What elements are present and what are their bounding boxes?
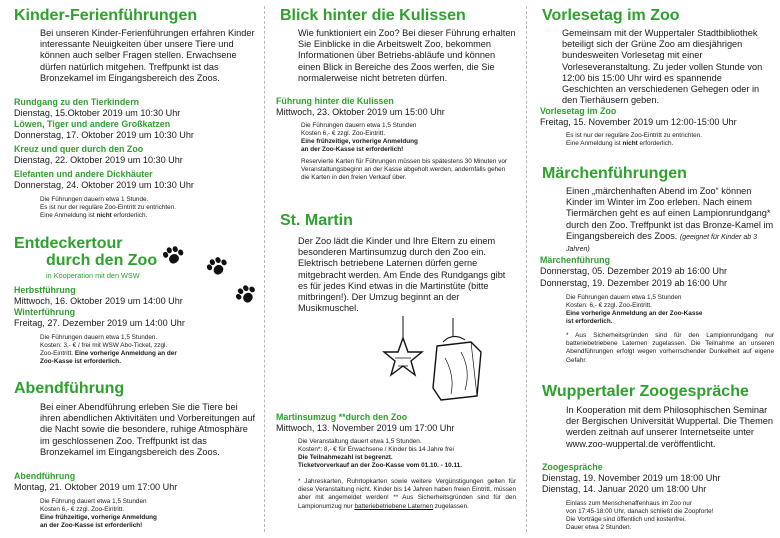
- martin-note: Die Veranstaltung dauert etwa 1,5 Stunden.: [298, 438, 422, 445]
- vorlesetag-intro: Gemeinsam mit der Wuppertaler Stadtbibliothek beteiligt sich der Grüne Zoo am diesjährigen bundesweiten Vorlesetag mit einer Vorleseveranstaltung. Zu jeder vollen Stunde von 12:00 bis 15:00 Uhr wird es spannende Geschichten an verschiedenen Gehegen oder in den Tierhäusern geben.: [562, 28, 763, 106]
- event-name: Elefanten und andere Dickhäuter: [14, 169, 153, 179]
- event-name: Kreuz und quer durch den Zoo: [14, 144, 144, 154]
- kinder-note: Eine Anmeldung ist nicht erforderlich.: [40, 212, 148, 219]
- maerchen-intro: Einen „märchenhaften Abend im Zoo“ können Kinder im Winter im Zoo erleben. Nach einem Tiermärchen geht es auf einen Lampionrundgang* durch den Zoo. Treffpunkt ist das Bronze-Kamel im Eingangsbereich des Zoos. (geeignet für Kinder ab 3 Jahren): [566, 186, 774, 254]
- event-name: Abendführung: [14, 471, 76, 481]
- event-date: Donnerstag, 24. Oktober 2019 um 10:30 Uhr: [14, 180, 194, 190]
- martin-note: Kosten*: 8,- € für Erwachsene / Kinder bis 14 Jahre frei: [298, 446, 454, 453]
- column-middle: [264, 0, 526, 538]
- event-name: Zoogespräche: [542, 462, 603, 472]
- zoogespraeche-intro: In Kooperation mit dem Philosophischen Seminar der Bergischen Universität Wuppertal. Die Themen werden zeitnah auf unserer Internetseite unter www.zoo-wuppertal.de veröffentlicht.: [566, 405, 773, 449]
- kulissen-note: Eine frühzeitige, vorherige Anmeldung: [301, 138, 418, 145]
- section-title-vorlesetag: Vorlesetag im Zoo: [542, 7, 680, 24]
- kulissen-note: Kosten 6,- € zzgl. Zoo-Eintritt.: [301, 130, 386, 137]
- event-name: Vorlesetag im Zoo: [540, 106, 617, 116]
- abend-note: Die Führung dauert etwa 1,5 Stunden: [40, 498, 147, 505]
- vorlesetag-note: Es ist nur der reguläre Zoo-Eintritt zu entrichten.: [566, 132, 703, 139]
- abend-intro: Bei einer Abendführung erleben Sie die Tiere bei ihren abendlichen Aktivitäten und Vorbereitungen auf die Nacht sowie die besondere, ruhige Atmosphäre im geschlossenen Zoo. Treffpunkt ist das Bronzekamel im Eingangsbereich des Zoos.: [40, 402, 256, 457]
- abend-note: Eine frühzeitige, vorherige Anmeldung: [40, 514, 157, 521]
- zoogespraeche-note: Die Vorträge sind öffentlich und kostenfrei.: [566, 516, 686, 523]
- maerchen-note: ist erforderlich.: [566, 318, 613, 325]
- maerchen-fineprint: * Aus Sicherheitsgründen sind für den Lampionrundgang nur batteriebetriebene Laternen zugelassen. Die Teilnahme an unseren Abendführungen erfolgt wegen vorherrschender Dunkelheit auf eigene Gefahr.: [566, 332, 774, 364]
- event-name: Winterführung: [14, 307, 76, 317]
- event-date: Montag, 21. Oktober 2019 um 17:00 Uhr: [14, 482, 178, 492]
- column-right: [526, 0, 780, 538]
- kulissen-note: an der Zoo-Kasse ist erforderlich!: [301, 146, 404, 153]
- entdecker-note: Kosten: 3,- € / frei mit WSW Abo-Ticket, zzgl.: [40, 342, 168, 349]
- event-date: Dienstag, 15.Oktober 2019 um 10:30 Uhr: [14, 108, 181, 118]
- event-date: Freitag, 27. Dezember 2019 um 14:00 Uhr: [14, 318, 185, 328]
- section-title-martin: St. Martin: [280, 212, 353, 229]
- paw-print-icon: [232, 280, 262, 309]
- event-date: Mittwoch, 13. November 2019 um 17:00 Uhr: [276, 423, 455, 433]
- martin-note: Ticketvorverkauf an der Zoo-Kasse vom 01.10. - 10.11.: [298, 462, 462, 469]
- kinder-note: Es ist nur der reguläre Zoo-Eintritt zu entrichten.: [40, 204, 177, 211]
- star-lantern-icon: [384, 338, 422, 375]
- abend-note: Kosten 6,- € zzgl. Zoo-Eintritt.: [40, 506, 125, 513]
- abend-note: an der Zoo-Kasse ist erforderlich!: [40, 522, 143, 529]
- section-title-kinder: Kinder-Ferienführungen: [14, 7, 198, 24]
- vorlesetag-note: Eine Anmeldung ist nicht erforderlich.: [566, 140, 674, 147]
- kulissen-intro: Wie funktioniert ein Zoo? Bei dieser Führung erhalten Sie Einblicke in die Arbeitswelt Zoo, bekommen Informationen über Betriebs-abläufe und können einen Blick in Bereiche des Zoos werfen, die Sie normalerweise nicht betreten dürfen.: [298, 28, 516, 83]
- section-title-entdecker-line2: durch den Zoo: [46, 252, 158, 269]
- maerchen-note: Eine vorherige Anmeldung an der Zoo-Kasse: [566, 310, 703, 317]
- entdecker-note: Zoo-Kasse ist erforderlich.: [40, 358, 121, 365]
- event-date: Dienstag, 22. Oktober 2019 um 10:30 Uhr: [14, 155, 183, 165]
- section-title-entdecker: Entdeckertour: [14, 235, 123, 252]
- event-date: Donnerstag, 05. Dezember 2019 ab 16:00 Uhr: [540, 266, 728, 276]
- event-name: Führung hinter die Kulissen: [276, 96, 394, 106]
- entdecker-note: Zoo-Eintritt. Eine vorherige Anmeldung an der: [40, 350, 177, 357]
- event-name: Martinsumzug **durch den Zoo: [276, 412, 408, 422]
- section-title-abend: Abendführung: [14, 380, 125, 397]
- section-title-zoogespraeche: Wuppertaler Zoogespräche: [542, 383, 749, 400]
- event-date: Donnerstag, 17. Oktober 2019 um 10:30 Uhr: [14, 130, 194, 140]
- event-name: Herbstführung: [14, 285, 76, 295]
- event-date: Mittwoch, 23. Oktober 2019 um 15:00 Uhr: [276, 107, 445, 117]
- column-left: [0, 0, 264, 538]
- event-name: Rundgang zu den Tierkindern: [14, 97, 140, 107]
- martin-fineprint: * Jahreskarten, Ruhrtopkarten sowie weitere Vergünstigungen gelten für diese Veranstaltung nicht. Kinder bis 14 Jahren haben freien Eintritt, müssen aber mit angemeldet werden! ** Aus Sicherheitsgründen sind für den Lampionumzug nur batteriebetriebene Laternen zugelassen.: [298, 478, 516, 510]
- box-lantern-icon: [433, 342, 481, 400]
- lantern-illustration: [381, 316, 509, 410]
- maerchen-note: Kosten: 6,- € zzgl. Zoo-Eintritt.: [566, 302, 652, 309]
- event-date: Dienstag, 19. November 2019 um 18:00 Uhr: [542, 473, 721, 483]
- martin-note: Die Teilnahmezahl ist begrenzt.: [298, 454, 393, 461]
- event-name: Märchenführung: [540, 255, 611, 265]
- event-date: Mittwoch, 16. Oktober 2019 um 14:00 Uhr: [14, 296, 183, 306]
- martin-intro: Der Zoo lädt die Kinder und Ihre Eltern zu einem besonderen Martinsumzug durch den Zoo ein. Elektrisch betriebene Laternen dürfen gerne mitgebracht werden. Am Ende des Rundgangs gibt es für jedes Kind etwas in die Martinstüte (bitte mitbringen!). Der Umzug beginnt an der Musikmuschel.: [298, 236, 506, 314]
- entdecker-note: Die Führungen dauern etwa 1,5 Stunden.: [40, 334, 158, 341]
- paw-print-icon: [160, 243, 188, 269]
- event-name: Löwen, Tiger und andere Großkatzen: [14, 119, 171, 129]
- kinder-intro: Bei unseren Kinder-Ferienführungen erfahren Kinder interessante Neuigkeiten über unsere Tiere und können auch selber Fragen stellen. Erwachsene dürfen natürlich mitgehen. Treffpunkt ist das Bronzekamel im Eingangsbereich des Zoos.: [40, 28, 255, 83]
- kinder-note: Die Führungen dauern etwa 1 Stunde.: [40, 196, 149, 203]
- event-date: Freitag, 15. November 2019 um 12:00-15:00 Uhr: [540, 117, 737, 127]
- kulissen-fineprint: Reservierte Karten für Führungen müssen bis spätestens 30 Minuten vor Veranstaltungsbeginn an der Kasse abgeholt werden, andernfalls gehen die Karten in den freien Verkauf über.: [301, 158, 508, 182]
- zoogespraeche-note: Dauer etwa 2 Stunden.: [566, 524, 632, 531]
- section-title-maerchen: Märchenführungen: [542, 165, 687, 182]
- paw-print-icon: [203, 253, 232, 281]
- entdecker-tagline: in Kooperation mit den WSW: [46, 271, 140, 280]
- zoogespraeche-note: Einlass zum Menschenaffenhaus im Zoo nur: [566, 500, 692, 507]
- event-date: Donnerstag, 19. Dezember 2019 ab 16:00 Uhr: [540, 278, 728, 288]
- zoogespraeche-note: von 17:45-18:00 Uhr, danach schließt die Zoopforte!: [566, 508, 714, 515]
- kulissen-note: Die Führungen dauern etwa 1,5 Stunden: [301, 122, 417, 129]
- maerchen-note: Die Führungen dauern etwa 1,5 Stunden: [566, 294, 682, 301]
- event-date: Dienstag, 14. Januar 2020 um 18:00 Uhr: [542, 484, 707, 494]
- section-title-kulissen: Blick hinter die Kulissen: [280, 7, 466, 24]
